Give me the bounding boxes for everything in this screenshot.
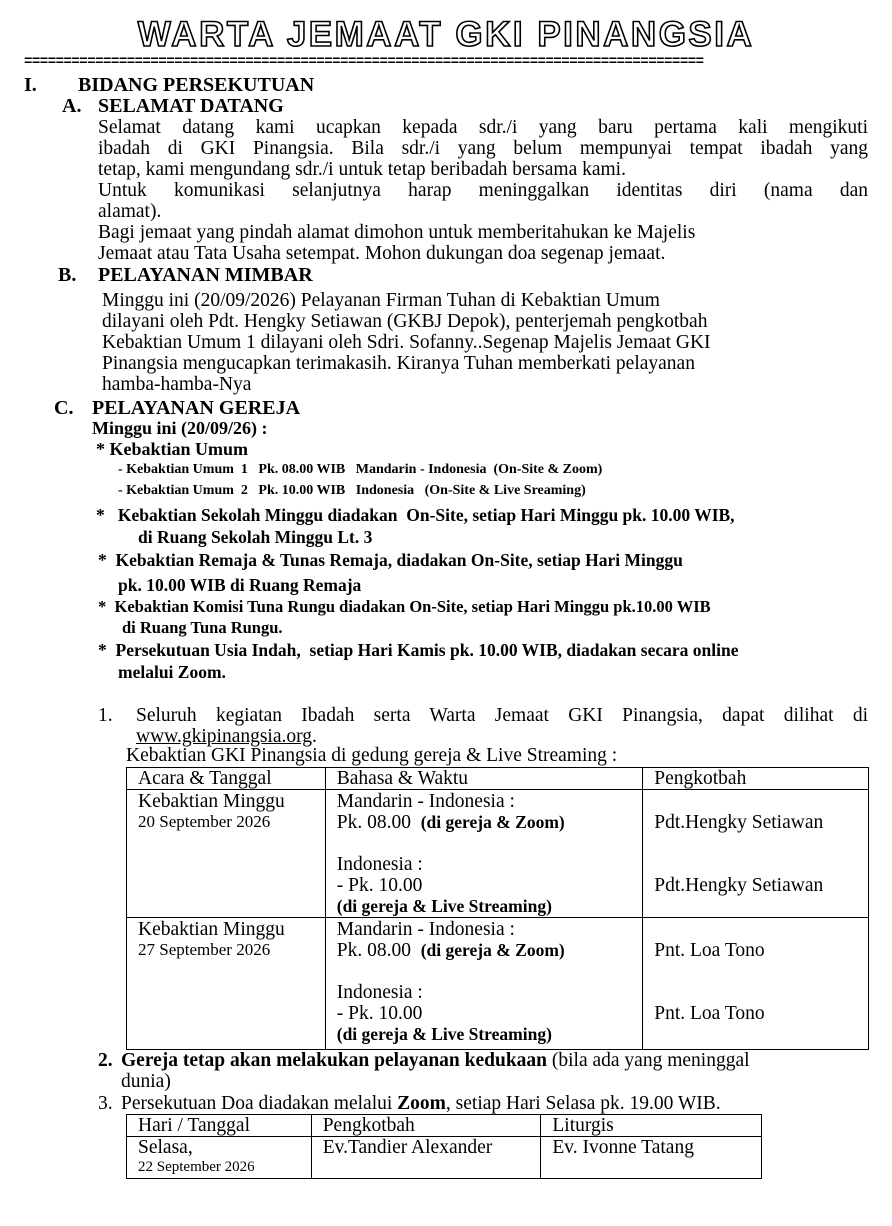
event-name: Kebaktian Minggu [138,791,285,812]
text-line: Bagi jemaat yang pindah alamat dimohon untuk memberitahukan ke Majelis [98,222,696,243]
service-mode: (di gereja & Zoom) [420,940,565,960]
table-header: Liturgis [541,1115,762,1137]
service-mode: (di gereja & Live Streaming) [336,896,552,916]
service-item: - Kebaktian Umum 1 Pk. 08.00 WIB Mandarin - Indonesia (On-Site & Zoom) [118,462,603,477]
bullet-line: pk. 10.00 WIB di Ruang Remaja [118,575,362,595]
text-line: Selamat datang kami ucapkan kepada sdr./i yang baru pertama kali mengikuti [98,117,868,138]
title-divider: ====================================================================================== [24,54,704,70]
text-line: Minggu ini (20/09/2026) Pelayanan Firman Tuhan di Kebaktian Umum [102,290,660,311]
liturgist-name: Ev. Ivonne Tatang [541,1137,762,1179]
text-line: alamat). [98,201,162,222]
prayer-schedule-table [126,1114,762,1179]
table-header-row [127,1115,762,1137]
text-line: Untuk komunikasi selanjutnya harap meninggalkan identitas diri (nama dan [98,180,868,201]
website-link[interactable]: www.gkipinangsia.org [136,726,313,747]
prayer-text: , setiap Hari Selasa pk. 19.00 WIB. [445,1093,721,1114]
service-subtitle: Minggu ini (20/09/26) : [92,418,268,438]
text-line: ibadah di GKI Pinangsia. Bila sdr./i yang belum mempunyai tempat ibadah yang [98,138,868,159]
language: Indonesia : [336,854,423,875]
text-line: tetap, kami mengundang sdr./i untuk tetap beribadah bersama kami. [98,159,626,180]
subsection-letter: A. [62,95,82,117]
mourning-service-text: Gereja tetap akan melakukan pelayanan kedukaan [121,1050,548,1071]
table-header: Acara & Tanggal [127,768,326,790]
subsection-letter: C. [54,397,74,419]
service-time: - Pk. 10.00 [336,1003,423,1024]
mourning-service-note: (bila ada yang meninggal [547,1050,750,1071]
service-schedule-table [126,767,869,1050]
service-time: Pk. 08.00 [336,812,411,833]
table-header-row [127,768,869,790]
preacher-name: Pnt. Loa Tono [654,940,765,961]
section-number: I. [24,74,37,96]
table-row [127,790,869,918]
preacher-name: Ev.Tandier Alexander [311,1137,541,1179]
table-row [127,918,869,1050]
table-row [127,1137,762,1179]
bullet-line: * Kebaktian Sekolah Minggu diadakan On-Site, setiap Hari Minggu pk. 10.00 WIB, [96,505,735,525]
prayer-text: Persekutuan Doa diadakan melalui [121,1093,398,1114]
preacher-name: Pnt. Loa Tono [654,1003,765,1024]
link-punctuation: . [312,726,317,747]
list-number: 1. [98,705,113,726]
language: Mandarin - Indonesia : [336,919,515,940]
prayer-platform: Zoom [397,1093,446,1114]
subsection-title: SELAMAT DATANG [98,95,284,117]
day: Selasa, [138,1137,193,1158]
service-item: - Kebaktian Umum 2 Pk. 10.00 WIB Indonesia (On-Site & Live Sreaming) [118,483,586,498]
event-name: Kebaktian Minggu [138,919,285,940]
table-caption: Kebaktian GKI Pinangsia di gedung gereja & Live Streaming : [126,745,618,766]
table-header: Hari / Tanggal [127,1115,312,1137]
bullet-line: melalui Zoom. [118,662,226,682]
table-header: Pengkotbah [643,768,869,790]
welcome-paragraph [98,117,868,264]
service-mode: (di gereja & Live Streaming) [336,1024,552,1044]
mourning-service-note: dunia) [121,1071,171,1092]
text-line: Pinangsia mengucapkan terimakasih. Kiranya Tuhan memberkati pelayanan [102,353,695,374]
general-service-title: * Kebaktian Umum [96,439,249,459]
language: Indonesia : [336,982,423,1003]
preacher-name: Pdt.Hengky Setiawan [654,875,824,896]
event-date: 20 September 2026 [138,812,271,831]
pulpit-paragraph [102,290,822,395]
service-mode: (di gereja & Zoom) [420,812,565,832]
bullet-line: * Persekutuan Usia Indah, setiap Hari Kamis pk. 10.00 WIB, diadakan secara online [98,640,739,660]
bullet-line: * Kebaktian Komisi Tuna Rungu diadakan On-Site, setiap Hari Minggu pk.10.00 WIB [98,597,711,616]
page-title: WARTA JEMAAT GKI PINANGSIA [137,15,755,54]
event-date: 27 September 2026 [138,940,271,959]
language: Mandarin - Indonesia : [336,791,515,812]
subsection-title: PELAYANAN MIMBAR [98,264,313,286]
preacher-name: Pdt.Hengky Setiawan [654,812,824,833]
date: 22 September 2026 [138,1159,255,1175]
text-line: dilayani oleh Pdt. Hengky Setiawan (GKBJ Depok), penterjemah pengkotbah [102,311,708,332]
table-header: Bahasa & Waktu [325,768,643,790]
list-number: 3. [98,1093,113,1114]
bullet-line: di Ruang Sekolah Minggu Lt. 3 [138,527,373,547]
list-number: 2. [98,1050,113,1071]
bullet-line: * Kebaktian Remaja & Tunas Remaja, diadakan On-Site, setiap Hari Minggu [98,550,683,570]
text-line: Kebaktian Umum 1 dilayani oleh Sdri. Sofanny..Segenap Majelis Jemaat GKI [102,332,711,353]
subsection-letter: B. [58,264,77,286]
info-text: Seluruh kegiatan Ibadah serta Warta Jemaat GKI Pinangsia, dapat dilihat di [136,705,868,726]
table-header: Pengkotbah [311,1115,541,1137]
bullet-line: di Ruang Tuna Rungu. [122,618,283,637]
service-time: - Pk. 10.00 [336,875,423,896]
text-line: hamba-hamba-Nya [102,374,252,395]
text-line: Jemaat atau Tata Usaha setempat. Mohon dukungan doa segenap jemaat. [98,243,666,264]
service-time: Pk. 08.00 [336,940,411,961]
subsection-title: PELAYANAN GEREJA [92,397,301,419]
section-title: BIDANG PERSEKUTUAN [78,74,315,96]
